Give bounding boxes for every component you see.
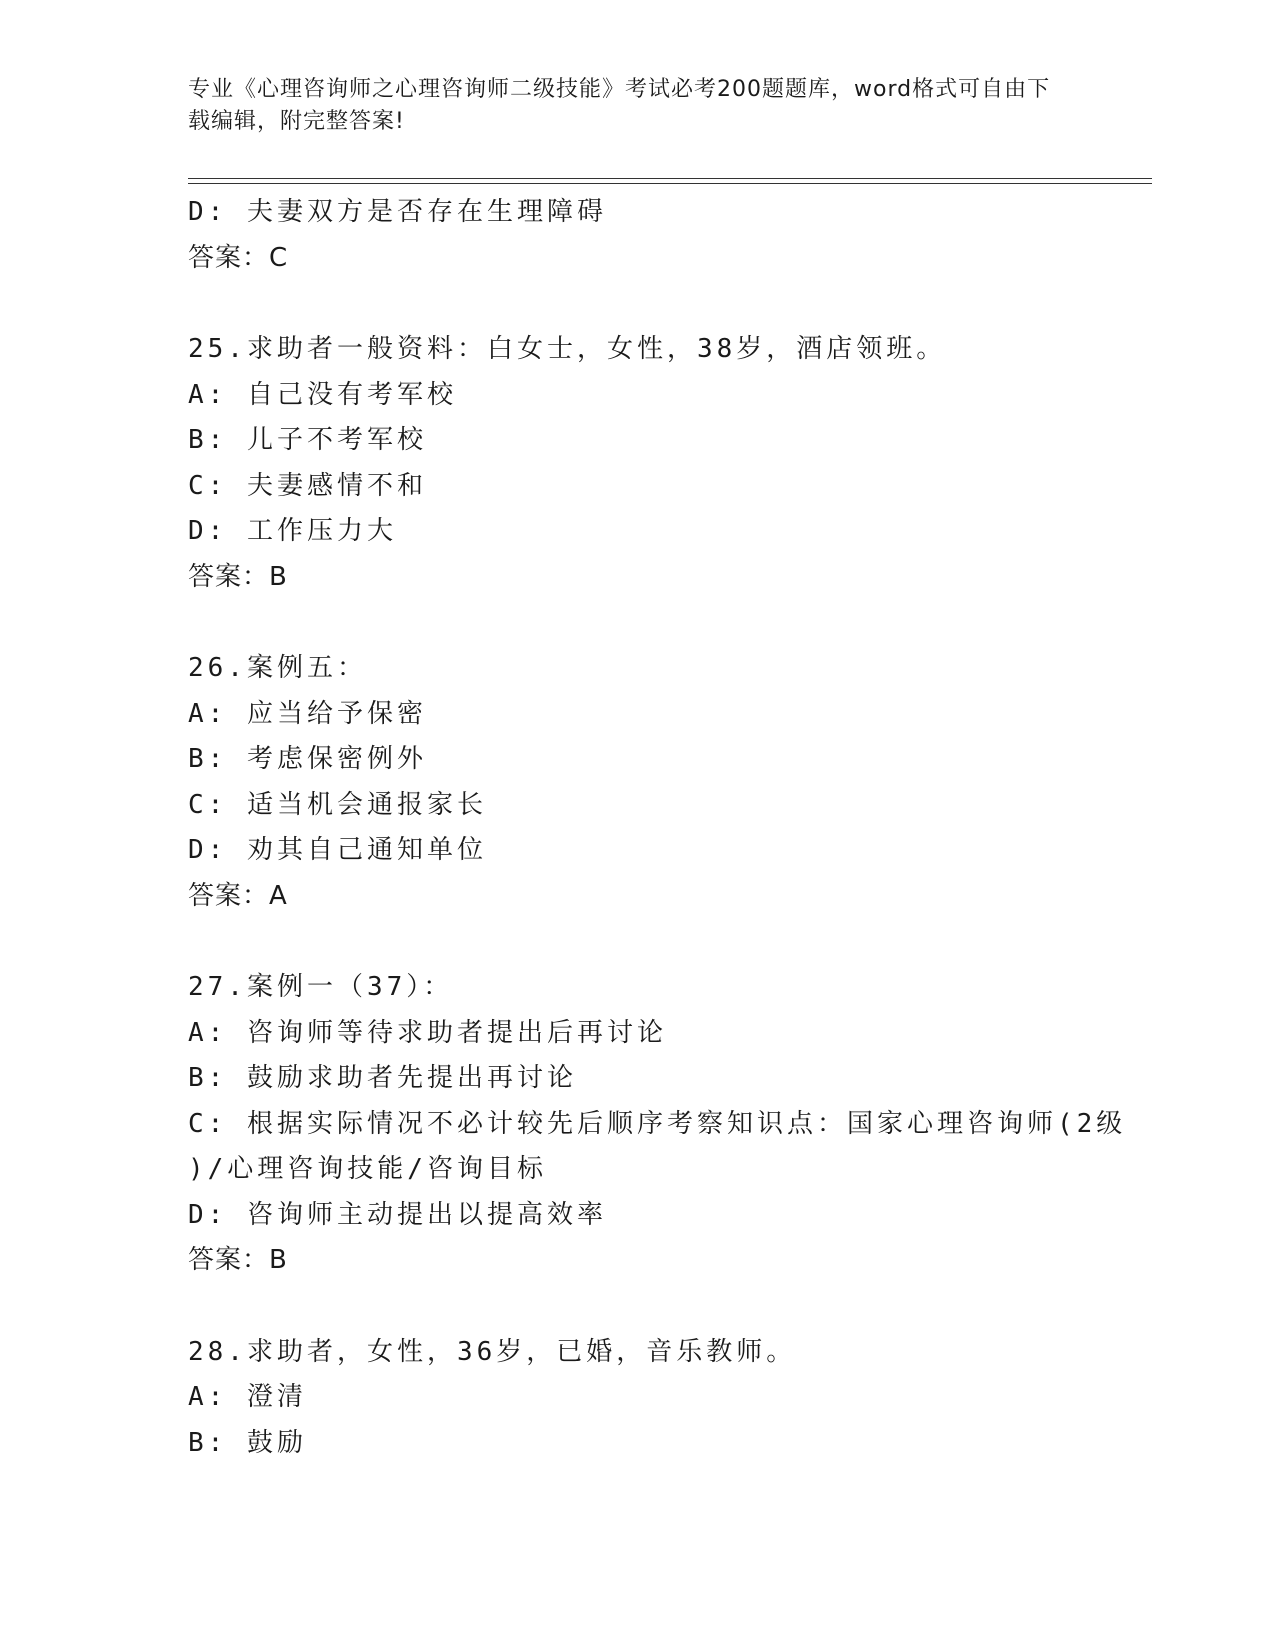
spacer bbox=[188, 600, 1088, 646]
option-line: B: 考虑保密例外 bbox=[188, 744, 427, 774]
header-divider-bottom bbox=[188, 183, 1152, 184]
answer-line: 答案：B bbox=[188, 1245, 288, 1275]
option-line: B: 鼓励 bbox=[188, 1427, 307, 1458]
answer-line: 答案：A bbox=[188, 880, 288, 911]
header-divider-top bbox=[188, 178, 1152, 179]
option-line-continued: )/心理咨询技能/咨询目标 bbox=[188, 1154, 547, 1184]
option-line: C: 根据实际情况不必计较先后顺序考察知识点：国家心理咨询师(2级 bbox=[188, 1108, 1127, 1139]
spacer bbox=[188, 1284, 1088, 1330]
option-line: B: 儿子不考军校 bbox=[188, 425, 427, 455]
question-title: 28.求助者，女性，36岁，已婚，音乐教师。 bbox=[188, 1336, 797, 1367]
option-line: D: 咨询师主动提出以提高效率 bbox=[188, 1199, 607, 1230]
option-line: C: 适当机会通报家长 bbox=[188, 789, 487, 820]
answer-line: 答案：B bbox=[188, 561, 288, 592]
option-line: C: 夫妻感情不和 bbox=[188, 470, 427, 501]
question-title: 26.案例五： bbox=[188, 653, 367, 683]
option-line: D: 劝其自己通知单位 bbox=[188, 835, 487, 865]
answer-line: 答案：C bbox=[188, 242, 289, 273]
option-line: A: 应当给予保密 bbox=[188, 698, 427, 729]
option-line: A: 咨询师等待求助者提出后再讨论 bbox=[188, 1017, 667, 1048]
spacer bbox=[188, 919, 1088, 965]
option-line: A: 自己没有考军校 bbox=[188, 379, 457, 410]
option-line: D: 夫妻双方是否存在生理障碍 bbox=[188, 197, 607, 227]
page-header: 专业《心理咨询师之心理咨询师二级技能》考试必考200题题库，word格式可自由下载编辑，附完整答案! bbox=[188, 77, 1051, 134]
option-line: D: 工作压力大 bbox=[188, 516, 397, 546]
option-line: A: 澄清 bbox=[188, 1382, 307, 1412]
spacer bbox=[188, 281, 1088, 327]
option-line: B: 鼓励求助者先提出再讨论 bbox=[188, 1063, 577, 1093]
question-title: 27.案例一（37）： bbox=[188, 972, 454, 1002]
question-list bbox=[188, 190, 1127, 1466]
question-title: 25.求助者一般资料：白女士，女性，38岁，酒店领班。 bbox=[188, 334, 947, 364]
